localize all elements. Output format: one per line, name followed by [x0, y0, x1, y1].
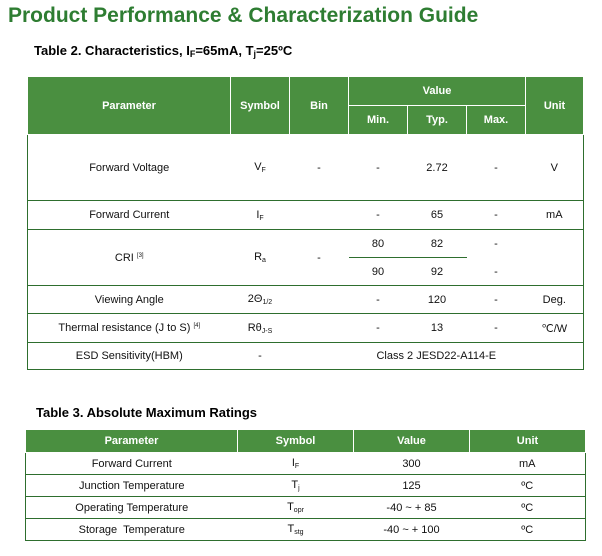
- value-cell: Class 2 JESD22-A114-E: [290, 343, 584, 370]
- param-cell: Storage Temperature: [26, 519, 238, 541]
- symbol-text: I: [256, 208, 260, 221]
- symbol-text: Rθ: [247, 321, 262, 334]
- symbol-text: T: [291, 479, 299, 491]
- symbol-cell: -: [231, 343, 290, 370]
- min-cell: 80: [349, 230, 408, 258]
- unit-cell: Deg.: [526, 286, 584, 314]
- value-cell: 125: [354, 475, 470, 497]
- symbol-cell: [231, 135, 290, 201]
- table-row: [28, 314, 584, 343]
- table-row: [26, 497, 586, 519]
- param-cell: Forward Voltage: [28, 135, 231, 201]
- header-min: Min.: [349, 106, 408, 135]
- symbol-subscript: 1/2: [262, 299, 273, 306]
- symbol-subscript: stg: [294, 529, 304, 536]
- bin-cell: [290, 286, 349, 314]
- header-max: Max.: [467, 106, 526, 135]
- bin-cell: [290, 314, 349, 343]
- max-cell: -: [467, 135, 526, 201]
- max-cell: -: [467, 258, 526, 286]
- typ-cell: 92: [408, 258, 467, 286]
- bin-cell: -: [290, 135, 349, 201]
- unit-cell: [526, 230, 584, 286]
- param-cell: Viewing Angle: [28, 286, 231, 314]
- symbol-cell: [231, 201, 290, 230]
- caption-subscript: F: [189, 49, 196, 59]
- table-row: [28, 201, 584, 230]
- table-row: [28, 230, 584, 258]
- footnote-ref: [3]: [136, 252, 144, 259]
- param-text: Thermal resistance (J to S): [58, 322, 191, 334]
- max-cell: -: [467, 286, 526, 314]
- value-cell: 300: [354, 453, 470, 475]
- symbol-cell: [231, 286, 290, 314]
- caption-text: =65mA, T: [195, 43, 254, 58]
- value-cell: -40 ~ + 100: [354, 519, 470, 541]
- unit-cell: ℃/W: [526, 314, 584, 343]
- symbol-cell: [231, 314, 290, 343]
- header-parameter: Parameter: [26, 430, 238, 453]
- symbol-text: R: [254, 251, 263, 263]
- characteristics-table: [27, 76, 584, 370]
- table-row: [28, 343, 584, 370]
- unit-cell: mA: [526, 201, 584, 230]
- max-cell: -: [467, 230, 526, 258]
- param-cell: Forward Current: [26, 453, 238, 475]
- symbol-subscript: F: [261, 167, 266, 174]
- table-row: [28, 135, 584, 201]
- bin-cell: [290, 201, 349, 230]
- typ-cell: 2.72: [408, 135, 467, 201]
- typ-cell: 13: [408, 314, 467, 343]
- table-row: [26, 475, 586, 497]
- min-cell: 90: [349, 258, 408, 286]
- header-typ: Typ.: [408, 106, 467, 135]
- min-cell: -: [349, 135, 408, 201]
- caption-subscript: j: [253, 49, 257, 59]
- symbol-text: I: [291, 457, 295, 469]
- table3-caption: Table 3. Absolute Maximum Ratings: [36, 405, 258, 420]
- table-row: [28, 286, 584, 314]
- symbol-subscript: a: [262, 257, 266, 264]
- symbol-cell: [238, 475, 354, 497]
- header-value: Value: [354, 430, 470, 453]
- symbol-subscript: F: [294, 463, 300, 470]
- symbol-text: T: [287, 501, 294, 513]
- symbol-text: V: [254, 161, 262, 173]
- symbol-cell: [238, 519, 354, 541]
- typ-cell: 82: [408, 230, 467, 258]
- param-cell: Junction Temperature: [26, 475, 238, 497]
- symbol-cell: [238, 453, 354, 475]
- min-cell: -: [349, 201, 408, 230]
- min-cell: -: [349, 314, 408, 343]
- unit-cell: ºC: [470, 497, 586, 519]
- max-cell: -: [467, 201, 526, 230]
- header-bin: Bin: [290, 77, 349, 135]
- header-symbol: Symbol: [238, 430, 354, 453]
- symbol-subscript: j: [298, 485, 300, 492]
- param-cell: ESD Sensitivity(HBM): [28, 343, 231, 370]
- caption-text: Table 2. Characteristics, I: [34, 43, 190, 58]
- table-row: [26, 453, 586, 475]
- param-cell: [28, 314, 231, 343]
- header-symbol: Symbol: [231, 77, 290, 135]
- min-cell: -: [349, 286, 408, 314]
- header-unit: Unit: [526, 77, 584, 135]
- symbol-subscript: J-S: [261, 327, 273, 335]
- symbol-text: 2Θ: [247, 293, 263, 305]
- max-cell: -: [467, 314, 526, 343]
- caption-text: =25ºC: [256, 43, 293, 58]
- symbol-cell: [238, 497, 354, 519]
- value-cell: -40 ~ + 85: [354, 497, 470, 519]
- unit-cell: mA: [470, 453, 586, 475]
- header-parameter: Parameter: [28, 77, 231, 135]
- table2-caption: [34, 43, 292, 59]
- absolute-max-ratings-table: [25, 429, 586, 541]
- symbol-cell: [231, 230, 290, 286]
- param-cell: Forward Current: [28, 201, 231, 230]
- table-row: [26, 519, 586, 541]
- footnote-ref: [4]: [193, 323, 201, 329]
- param-cell: [28, 230, 231, 286]
- param-text: CRI: [114, 251, 134, 264]
- typ-cell: 120: [408, 286, 467, 314]
- symbol-text: T: [287, 523, 295, 535]
- bin-cell: -: [290, 230, 349, 286]
- header-value: Value: [349, 77, 526, 106]
- param-cell: Operating Temperature: [26, 497, 238, 519]
- unit-cell: V: [526, 135, 584, 201]
- page-title: Product Performance & Characterization Guide: [8, 4, 479, 27]
- header-unit: Unit: [470, 430, 586, 453]
- symbol-subscript: F: [259, 214, 264, 222]
- unit-cell: ºC: [470, 519, 586, 541]
- symbol-subscript: opr: [293, 507, 304, 514]
- unit-cell: ºC: [470, 475, 586, 497]
- typ-cell: 65: [408, 201, 467, 230]
